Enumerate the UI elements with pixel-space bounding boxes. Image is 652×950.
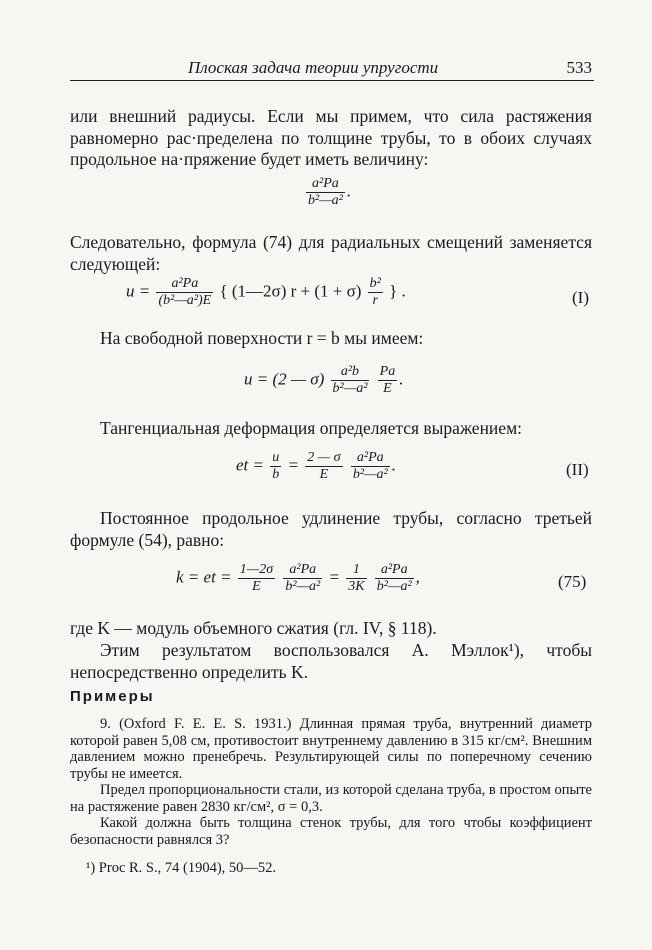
formula-free-surface: u = (2 — σ) $\frac{\text{a²b}}{\text{b²—a²}}$ $\frac{Pa}{E}$ .: [244, 364, 404, 396]
formula-II: et = $\frac{u}{b}$ = $\frac{2 — \sigma}{E}$ $\frac{\text{a²Pa}}{\text{b²—a²}}$ .: [236, 450, 396, 482]
equation-label-75: (75): [558, 572, 587, 591]
running-header: [70, 58, 594, 81]
paragraph-1: или внешний радиусы. Если мы примем, что сила растяжения равномерно рас·пределена по толщине трубы, то в обоих случаях продольное на·пряжение будет иметь величину:: [70, 106, 592, 169]
paragraph-4: Тангенциальная деформация определяется выражением:: [100, 418, 522, 438]
section-heading: Примеры: [70, 688, 155, 705]
header-title: Плоская задача теории упругости: [188, 58, 439, 77]
paragraph-2: Следовательно, формула (74) для радиальных смещений заменяется следующей:: [70, 232, 592, 274]
footnote: ¹) Proc R. S., 74 (1904), 50—52.: [86, 860, 277, 876]
example-9-text: 9. (Oxford F. E. E. S. 1931.) Длинная прямая труба, внутренний диаметр которой равен 5,08 см, противостоит внутреннему давлению в 315 кг/см². Внешним давлением можно пренебречь. Результирующей силы по поперечному сечению трубы не имеется.: [70, 716, 592, 782]
paragraph-3: На свободной поверхности r = b мы имеем:: [100, 328, 424, 348]
formula-I: u = $\frac{\text{a²Pa}}{\text{(b²—a²)E}}$ { (1—2σ) r + (1 + σ) $\frac{\text{b²}}{r}$ } .: [126, 276, 406, 308]
page-number: 533: [566, 58, 592, 77]
example-9-material: Предел пропорциональности стали, из которой сделана труба, в простом опыте на растяжение равен 2830 кг/см², σ = 0,3.: [70, 782, 592, 815]
paragraph-5: Постоянное продольное удлинение трубы, согласно третьей формуле (54), равно:: [70, 508, 592, 550]
paragraph-6: где K — модуль объемного сжатия (гл. IV, § 118).: [70, 618, 437, 638]
paragraph-7: Этим результатом воспользовался А. Мэллок¹), чтобы непосредственно определить K.: [70, 640, 592, 682]
equation-label-II: (II): [566, 460, 589, 479]
equation-label-I: (I): [572, 288, 589, 307]
formula-75: k = et = $\frac{1—2\sigma}{E}$ $\frac{\text{a²Pa}}{\text{b²—a²}}$ = $\frac{1}{3K}$ $\frac{\text{a²Pa}}{\text{b²—a²}}$ ,: [176, 562, 420, 594]
fraction: $\frac{\text{a²Pa}}{\text{b²—a²}}$: [308, 176, 343, 208]
example-9-question: Какой должна быть толщина стенок трубы, для того чтобы коэффициент безопасности равнялся 3?: [70, 815, 592, 848]
formula-stress: $\frac{\text{a²Pa}}{\text{b²—a²}}$ .: [308, 176, 352, 208]
